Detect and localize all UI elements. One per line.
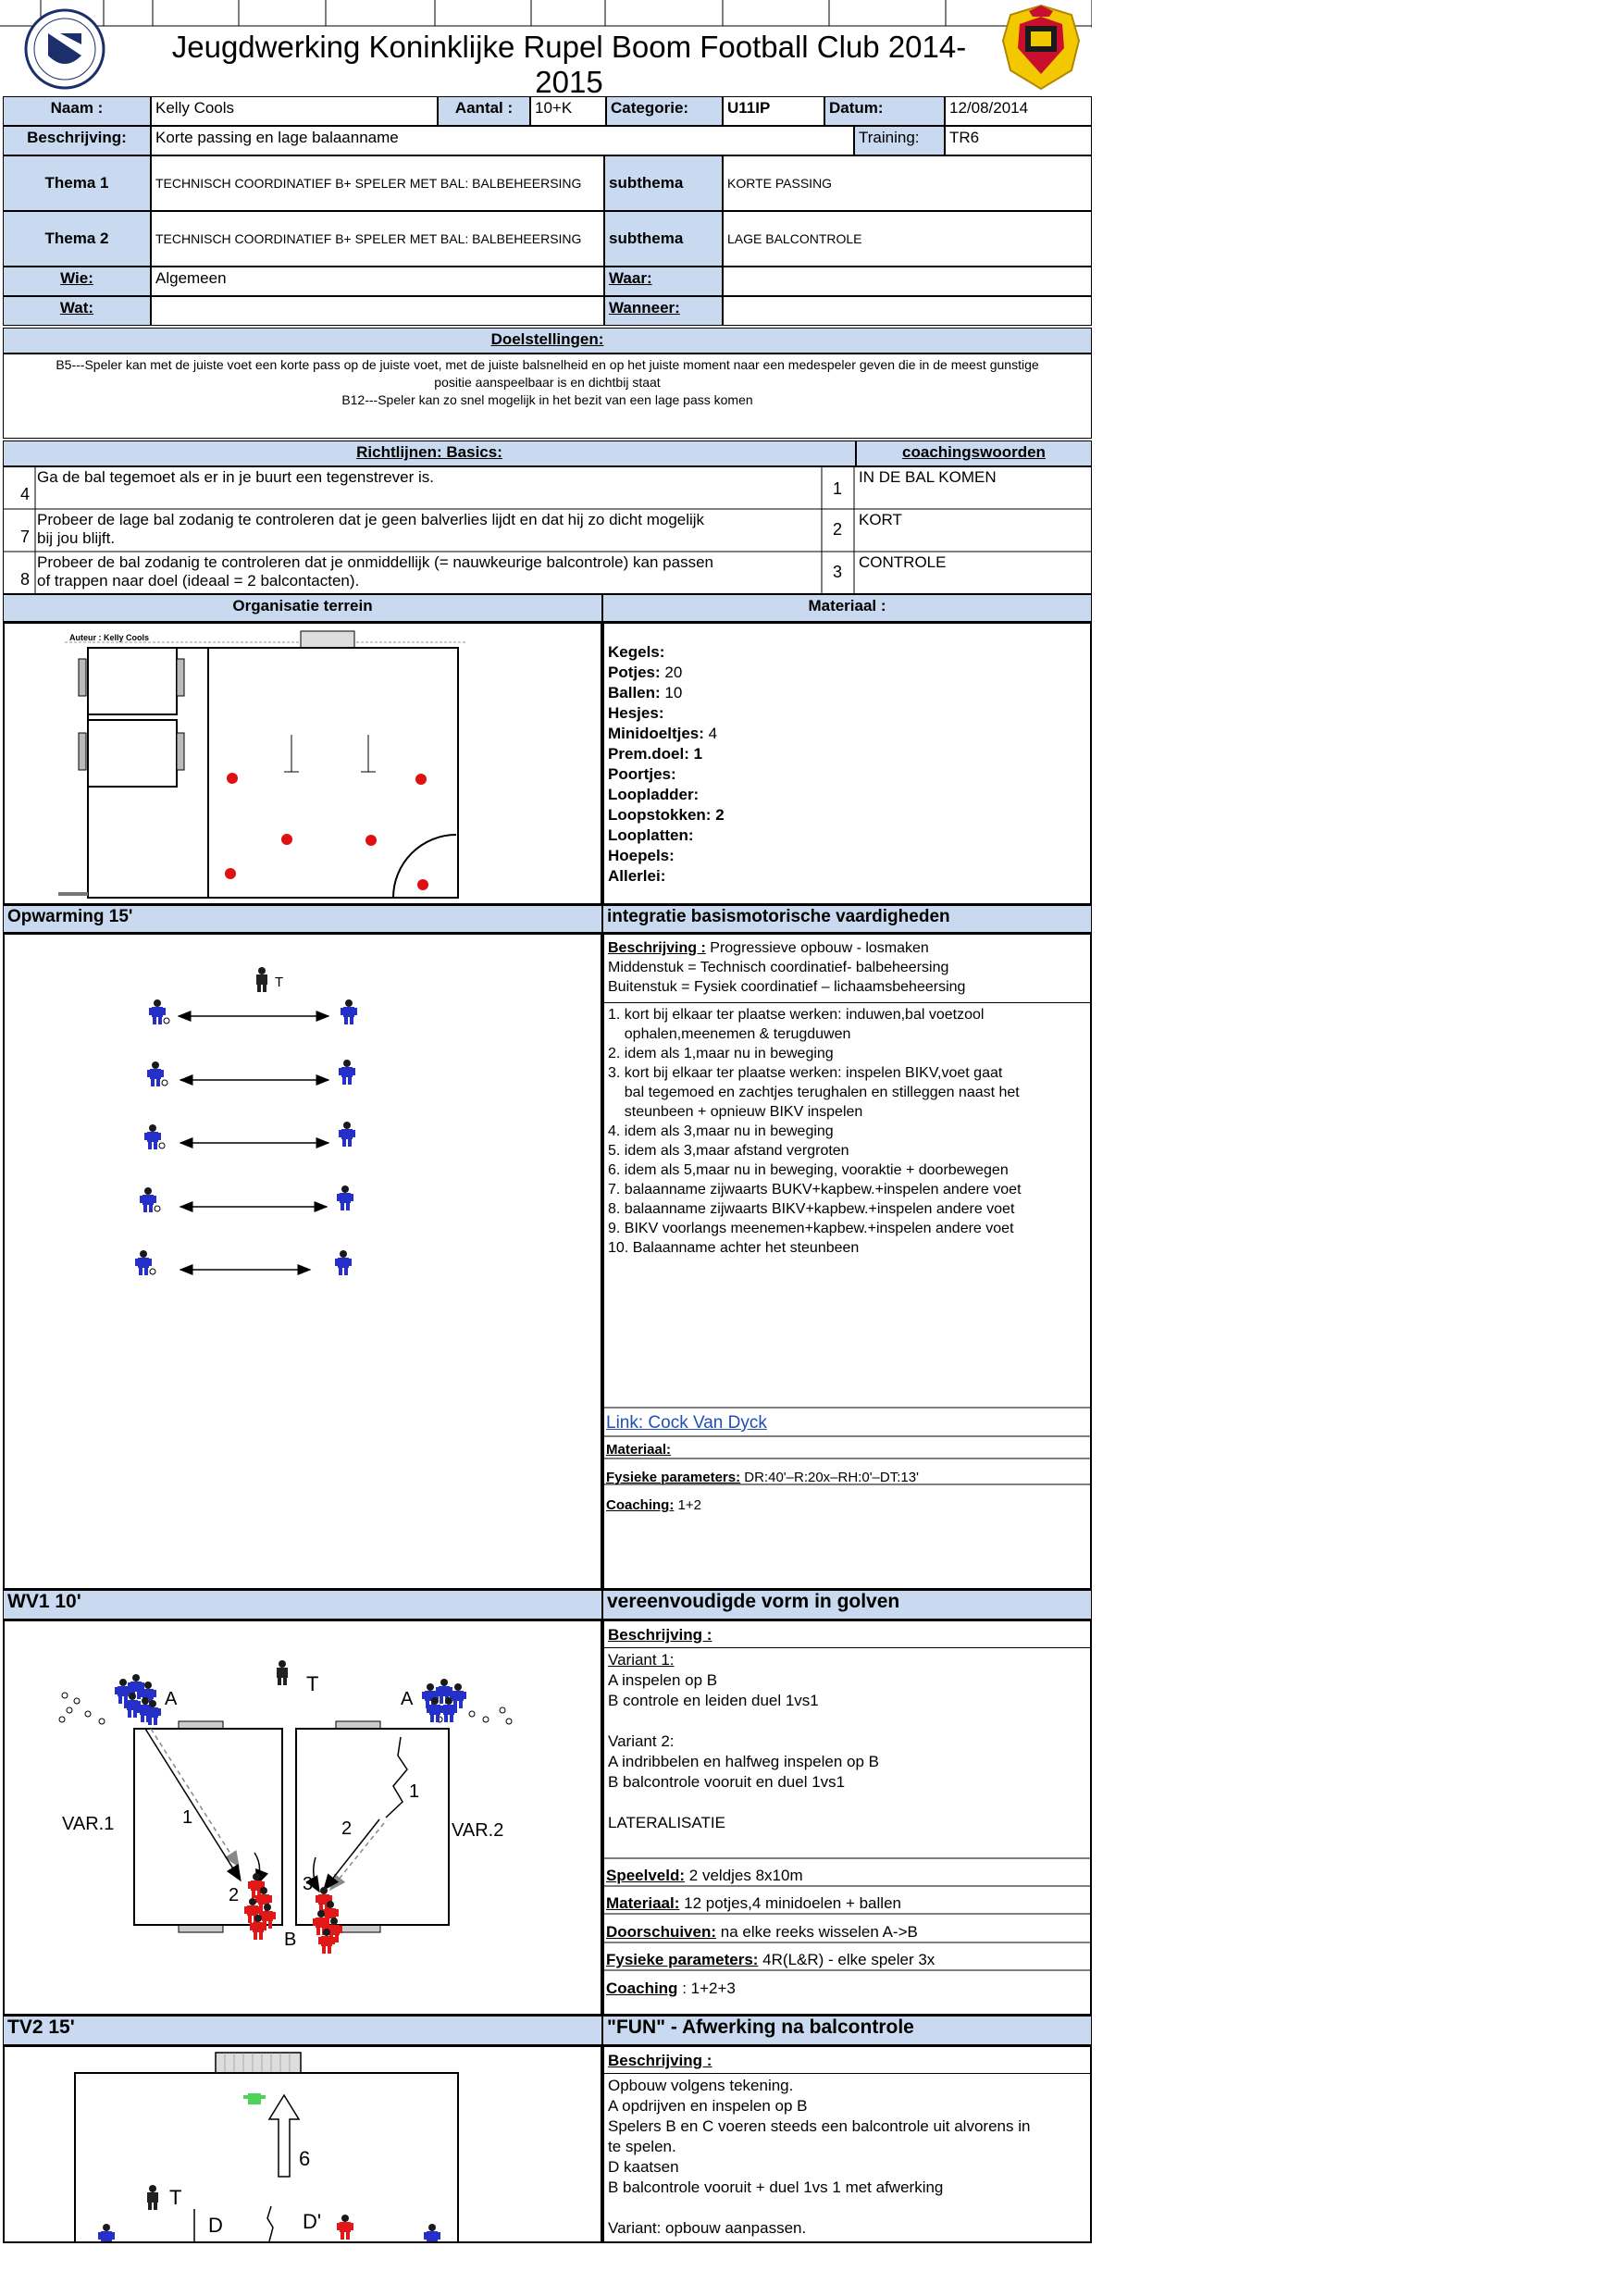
mini-goal — [177, 659, 184, 696]
variant-line: LATERALISATIE — [608, 1814, 725, 1831]
datum-value: 12/08/2014 — [945, 96, 1092, 126]
trainer-figure — [256, 967, 267, 992]
step-list — [604, 1002, 1090, 1260]
thema1-value: TECHNISCH COORDINATIEF B+ SPELER MET BAL: BALBEHEERSING — [151, 155, 604, 211]
wv1-subtitle: vereenvoudigde vorm in golven — [602, 1590, 1092, 1620]
richtlijn-number: 8 — [20, 570, 31, 589]
materiaal-item: Kegels: — [608, 643, 665, 661]
player-red — [337, 2215, 353, 2240]
label-var2: VAR.2 — [452, 1820, 504, 1841]
datum-label: Datum: — [824, 96, 945, 126]
label-2: 2 — [229, 1885, 240, 1905]
beschrijving-label: Beschrijving : — [608, 940, 706, 956]
label-6: 6 — [299, 2147, 311, 2170]
label-2b: 2 — [341, 1818, 353, 1839]
materiaal-item: Hesjes: — [608, 704, 664, 722]
wie-value: Algemeen — [151, 267, 604, 296]
materiaal-item: Loopstokken: 2 — [608, 806, 725, 824]
doelstellingen-box — [3, 354, 1092, 439]
step: 8. balaanname zijwaarts BIKV+kapbew.+inspelen andere voet — [608, 1201, 1015, 1217]
auteur-label: Auteur : Kelly Cools — [69, 633, 150, 642]
tv2-line: te spelen. — [608, 2138, 676, 2155]
coaching-number: 2 — [833, 520, 843, 539]
richtlijn-text-cont: of trappen naar doel (ideaal = 2 balcontacten). — [37, 572, 360, 590]
organisatie-diagram-box — [3, 622, 602, 905]
mini-goal — [179, 1721, 223, 1729]
federation-logo — [997, 4, 1084, 93]
goalkeeper — [248, 2093, 261, 2104]
wie-label: Wie: — [3, 267, 151, 296]
materiaal-item: Looplatten: — [608, 826, 694, 844]
wv1-variants-diagram — [5, 1621, 601, 2014]
external-link[interactable]: Link: Cock Van Dyck — [606, 1413, 767, 1433]
variant-line: Variant 2: — [608, 1732, 675, 1750]
trainer-figure — [277, 1660, 288, 1685]
materiaal-item: Minidoeltjes: 4 — [608, 725, 718, 742]
pass-pair-3 — [144, 1122, 355, 1149]
variant-line: B balcontrole vooruit en duel 1vs1 — [608, 1773, 846, 1791]
label-d-prime: D' — [303, 2210, 322, 2233]
wv1-fysiek: Fysieke parameters: 4R(L&R) - elke speler 3x — [606, 1951, 935, 1968]
player-blue — [424, 2224, 440, 2241]
opwarming-subtitle: integratie basismotorische vaardigheden — [602, 905, 1092, 933]
tv2-line: A opdrijven en inspelen op B — [608, 2097, 808, 2115]
richtlijn-text: Probeer de lage bal zodanig te controleren dat je geen balverlies lijdt en dat hij zo dicht mogelijk — [37, 511, 705, 528]
pass-pair-2 — [147, 1060, 355, 1086]
small-field-1 — [88, 648, 177, 714]
tv2-description — [602, 2045, 1092, 2243]
trainer-label: T — [275, 974, 284, 990]
label-1: 1 — [182, 1807, 193, 1828]
coaching-number: 1 — [833, 479, 843, 498]
field-layout-diagram — [5, 624, 601, 903]
player-blue — [98, 2224, 115, 2241]
naam-label: Naam : — [3, 96, 151, 126]
wat-value — [151, 296, 604, 326]
coaching-number: 3 — [833, 563, 843, 581]
wat-label: Wat: — [3, 296, 151, 326]
prem-doel-goal — [301, 631, 354, 648]
beschrijving-label: Beschrijving: — [3, 126, 151, 155]
wv1-materiaal: Materiaal: 12 potjes,4 minidoelen + ballen — [606, 1894, 901, 1912]
bench — [58, 892, 88, 896]
materiaal-item: Hoepels: — [608, 847, 675, 864]
field-outline — [75, 2073, 458, 2241]
label-a-right: A — [401, 1689, 414, 1709]
prem-goal — [216, 2053, 301, 2073]
subthema1-value: KORTE PASSING — [723, 155, 1092, 211]
doelstelling-b5-line1: B5---Speler kan met de juiste voet een korte pass op de juiste voet, met de juiste balsnelheid en op het juiste moment naar een medespeler geven die in de meest gunstige — [56, 357, 1039, 372]
step: bal tegemoed en zachtjes terughalen en stilleggen naast het — [608, 1085, 1020, 1100]
subthema2-value: LAGE BALCONTROLE — [723, 211, 1092, 267]
tv2-line: Spelers B en C voeren steeds een balcontrole uit alvorens in — [608, 2117, 1031, 2135]
variant-line: B controle en leiden duel 1vs1 — [608, 1692, 819, 1709]
label-var1: VAR.1 — [62, 1814, 115, 1834]
materiaal-list — [602, 622, 1092, 905]
richtlijn-text: Probeer de bal zodanig te controleren dat je onmiddellijk (= nauwkeurige balcontrole) kan passen — [37, 553, 713, 571]
coaching-word: IN DE BAL KOMEN — [859, 468, 997, 486]
materiaal-item: Poortjes: — [608, 765, 676, 783]
passing-pairs-diagram — [5, 935, 601, 1588]
label-1b: 1 — [409, 1781, 420, 1802]
step: 9. BIKV voorlangs meenemen+kapbew.+inspelen andere voet — [608, 1221, 1014, 1236]
mini-goal — [177, 733, 184, 770]
tv2-diagram-box — [3, 2045, 602, 2243]
label-b: B — [284, 1930, 297, 1950]
tv2-line: Opbouw volgens tekening. — [608, 2077, 794, 2094]
materiaal-item: Loopladder: — [608, 786, 700, 803]
label-a-left: A — [165, 1689, 178, 1709]
wv1-coaching: Coaching : 1+2+3 — [606, 1980, 736, 1997]
tv2-finishing-diagram — [5, 2047, 601, 2241]
page-title: Jeugdwerking Koninklijke Rupel Boom Football Club 2014-2015 — [171, 30, 967, 99]
coaching-word: CONTROLE — [859, 553, 947, 571]
wanneer-label: Wanneer: — [604, 296, 723, 326]
pass-pair-4 — [140, 1185, 353, 1212]
waar-value — [723, 267, 1092, 296]
opwarming-coaching: Coaching: 1+2 — [606, 1497, 701, 1513]
step: 4. idem als 3,maar nu in beweging — [608, 1123, 834, 1139]
wv1-speelveld: Speelveld: 2 veldjes 8x10m — [606, 1867, 803, 1884]
buitenstuk: Buitenstuk = Fysiek coordinatief – lichaamsbeheersing — [608, 979, 966, 995]
opwarming-materiaal-label: Materiaal: — [606, 1442, 672, 1458]
beschrijving-label: Beschrijving : — [608, 2052, 712, 2069]
tv2-line: D kaatsen — [608, 2158, 679, 2176]
richtlijn-number: 4 — [20, 485, 31, 503]
subthema1-label: subthema — [604, 155, 723, 211]
opwarming-diagram-box — [3, 933, 602, 1590]
categorie-value: U11IP — [723, 96, 824, 126]
main-field — [208, 648, 458, 898]
opwarming-title: Opwarming 15' — [3, 905, 602, 933]
pass-pair-5 — [135, 1250, 352, 1275]
tv2-title: TV2 15' — [3, 2016, 602, 2045]
tv2-line: Variant: opbouw aanpassen. — [608, 2219, 807, 2237]
small-field-2 — [88, 720, 177, 787]
doelstellingen-title: Doelstellingen: — [3, 328, 1092, 354]
subthema2-label: subthema — [604, 211, 723, 267]
aantal-value: 10+K — [530, 96, 606, 126]
tv2-line: B balcontrole vooruit + duel 1vs 1 met afwerking — [608, 2178, 944, 2196]
tv2-lines — [608, 2074, 1086, 2239]
step: steunbeen + opnieuw BIKV inspelen — [608, 1104, 863, 1120]
mini-goal — [79, 733, 86, 770]
doelstelling-b5-line2: positie aanspeelbaar is en dichtbij staat — [434, 375, 661, 390]
opwarming-fysiek: Fysieke parameters: DR:40'–R:20x–RH:0'–DT:13' — [606, 1470, 919, 1485]
beschrijving-text: Progressieve opbouw - losmaken — [710, 940, 929, 956]
richtlijn-text-cont: bij jou blijft. — [37, 529, 116, 547]
step: 10. Balaanname achter het steunbeen — [608, 1240, 860, 1256]
trainer-figure — [147, 2185, 158, 2210]
wv1-doorschuiven: Doorschuiven: na elke reeks wisselen A->B — [606, 1923, 918, 1941]
ball-cluster-left — [59, 1693, 105, 1724]
coachingswoorden-title: coachingswoorden — [856, 441, 1092, 466]
label-3: 3 — [303, 1874, 314, 1894]
pass-pair-1 — [149, 999, 357, 1024]
step: 6. idem als 5,maar nu in beweging, vooraktie + doorbewegen — [608, 1162, 1009, 1178]
naam-value: Kelly Cools — [151, 96, 438, 126]
variant-line: Variant 1: — [608, 1651, 675, 1669]
wv1-title: WV1 10' — [3, 1590, 602, 1620]
aantal-label: Aantal : — [438, 96, 530, 126]
label-t: T — [306, 1672, 319, 1695]
materiaal-item: Ballen: 10 — [608, 684, 683, 701]
organisatie-title: Organisatie terrein — [3, 594, 602, 622]
richtlijnen-grid — [3, 466, 1092, 594]
thema2-value: TECHNISCH COORDINATIEF B+ SPELER MET BAL: BALBEHEERSING — [151, 211, 604, 267]
richtlijnen-title: Richtlijnen: Basics: — [3, 441, 856, 466]
richtlijn-text: Ga de bal tegemoet als er in je buurt een tegenstrever is. — [37, 468, 435, 486]
materiaal-title: Materiaal : — [602, 594, 1092, 622]
step: ophalen,meenemen & terugduwen — [608, 1026, 851, 1042]
mini-goal — [179, 1925, 223, 1932]
mini-goal — [336, 1925, 380, 1932]
step: 1. kort bij elkaar ter plaatse werken: induwen,bal voetzool — [608, 1007, 985, 1023]
training-label: Training: — [854, 126, 945, 155]
label-d: D — [208, 2214, 223, 2237]
waar-label: Waar: — [604, 267, 723, 296]
wv1-diagram-box — [3, 1620, 602, 2016]
thema1-label: Thema 1 — [3, 155, 151, 211]
variant-line: A inspelen op B — [608, 1671, 718, 1689]
step: 5. idem als 3,maar afstand vergroten — [608, 1143, 849, 1159]
tv2-subtitle: "FUN" - Afwerking na balcontrole — [602, 2016, 1092, 2045]
categorie-label: Categorie: — [606, 96, 723, 126]
player-b — [248, 1873, 265, 1898]
beschrijving-value: Korte passing en lage balaanname — [151, 126, 854, 155]
step: 2. idem als 1,maar nu in beweging — [608, 1046, 834, 1061]
label-t: T — [169, 2186, 182, 2209]
beschrijving-label: Beschrijving : — [608, 1626, 712, 1644]
coaching-word: KORT — [859, 511, 902, 528]
wv1-lines — [608, 1648, 1086, 1833]
step: 3. kort bij elkaar ter plaatse werken: inspelen BIKV,voet gaat — [608, 1065, 1003, 1081]
middenstuk: Middenstuk = Technisch coordinatief- balbeheersing — [608, 960, 949, 975]
materiaal-item: Prem.doel: 1 — [608, 745, 703, 763]
richtlijn-number: 7 — [20, 527, 31, 546]
mini-goal — [336, 1721, 380, 1729]
top-grid — [0, 0, 1092, 28]
wanneer-value — [723, 296, 1092, 326]
materiaal-item: Potjes: 20 — [608, 664, 683, 681]
club-logo — [23, 7, 106, 91]
doelstelling-b12: B12---Speler kan zo snel mogelijk in het bezit van een lage pass komen — [341, 392, 753, 407]
variant-line: A indribbelen en halfweg inspelen op B — [608, 1753, 879, 1770]
step: 7. balaanname zijwaarts BUKV+kapbew.+inspelen andere voet — [608, 1182, 1022, 1198]
materiaal-item: Allerlei: — [608, 867, 666, 885]
training-value: TR6 — [945, 126, 1092, 155]
mini-goal — [79, 659, 86, 696]
thema2-label: Thema 2 — [3, 211, 151, 267]
shot-arrow — [269, 2095, 299, 2177]
